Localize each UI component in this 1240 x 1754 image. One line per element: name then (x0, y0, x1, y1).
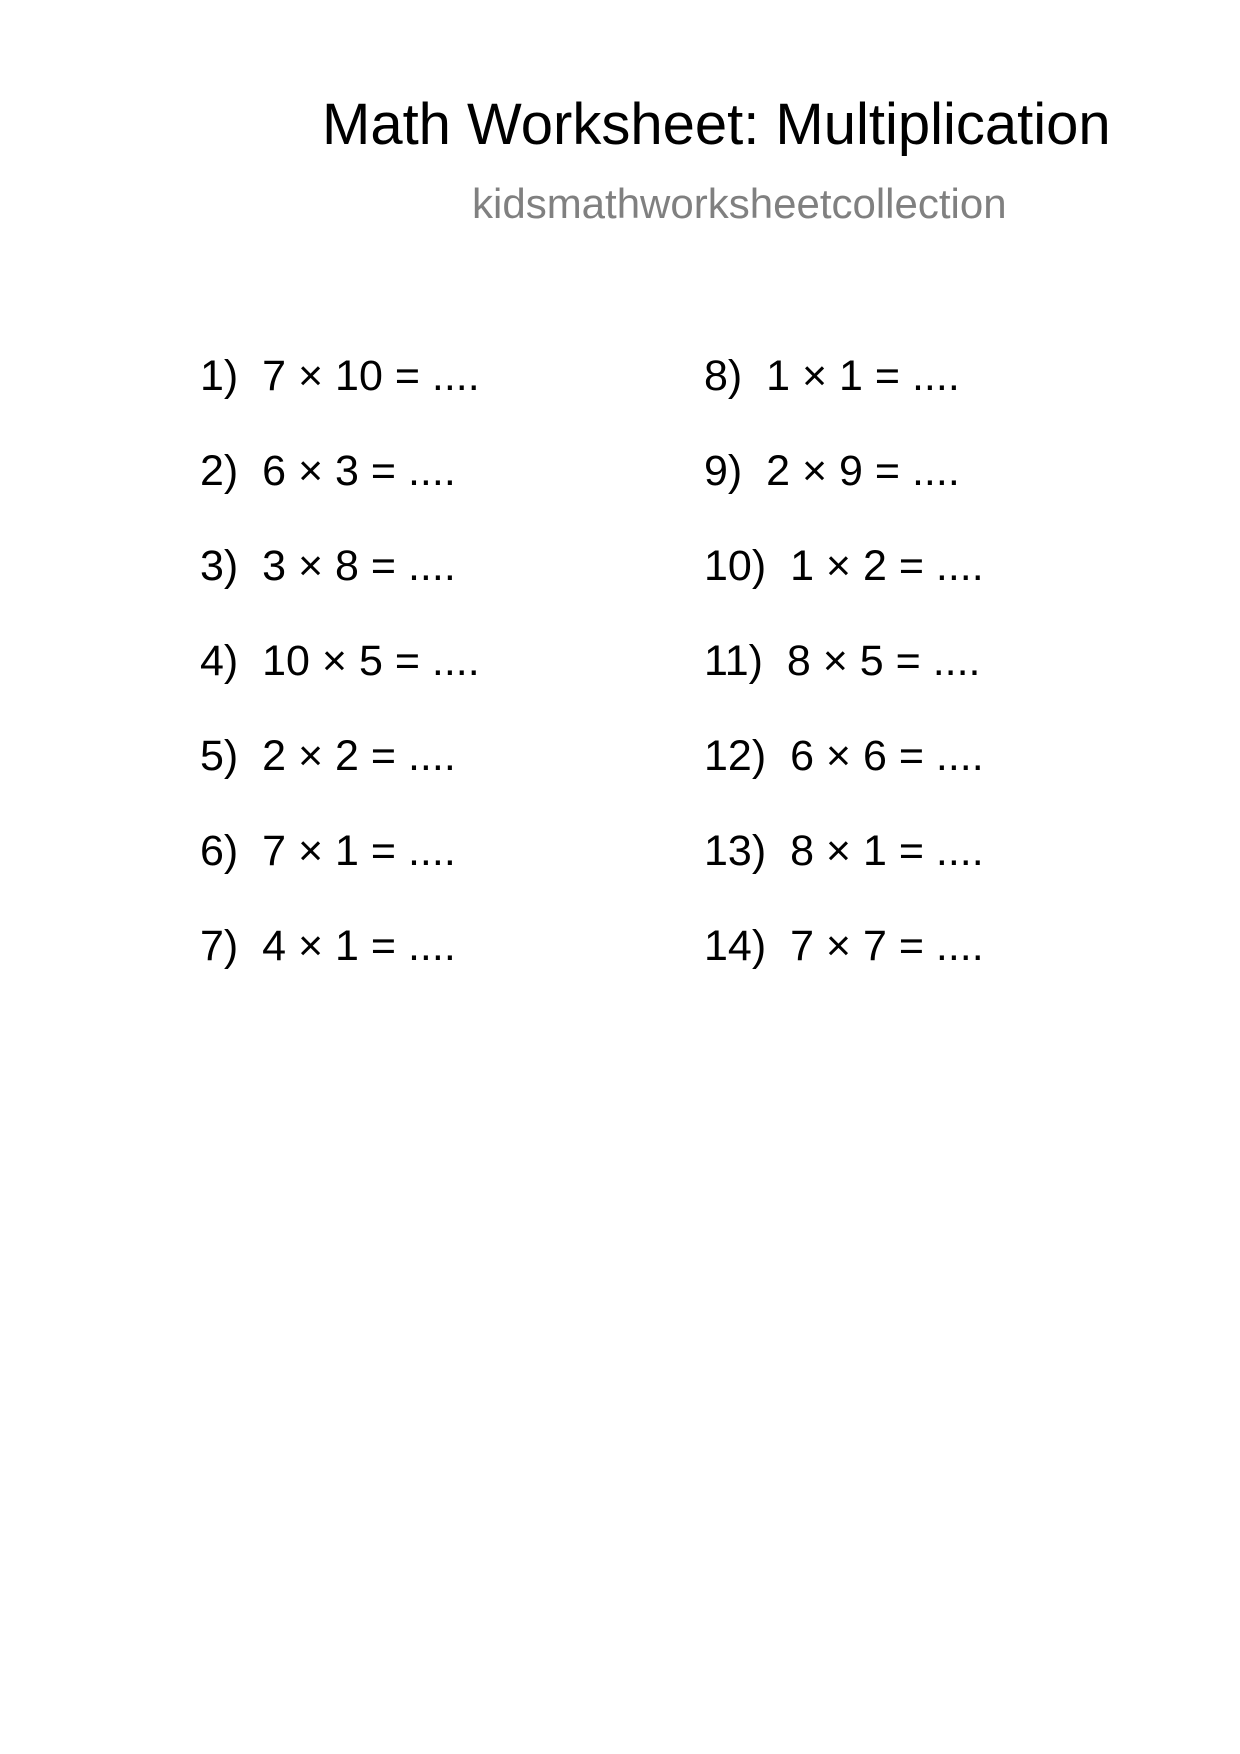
problem-8 (704, 352, 1164, 450)
problem-number: 5) (200, 732, 239, 780)
problem-12 (704, 732, 1164, 830)
problem-number: 6) (200, 827, 239, 875)
problem-5 (200, 732, 660, 830)
problem-expression: 2 × 2 = .... (262, 732, 456, 780)
problem-number: 11) (704, 637, 763, 685)
problem-expression: 6 × 6 = .... (790, 732, 984, 780)
problem-1 (200, 352, 660, 450)
problem-expression: 2 × 9 = .... (766, 447, 960, 495)
problem-number: 10) (704, 542, 767, 590)
page-subtitle: kidsmathworksheetcollection (472, 180, 1007, 227)
problem-4 (200, 637, 660, 735)
problem-column-left (200, 352, 660, 1020)
problem-6 (200, 827, 660, 925)
problem-number: 14) (704, 922, 767, 970)
problem-9 (704, 447, 1164, 545)
problem-number: 8) (704, 352, 743, 400)
problem-expression: 7 × 7 = .... (790, 922, 984, 970)
problem-number: 4) (200, 637, 239, 685)
problem-14 (704, 922, 1164, 1020)
problem-column-right (704, 352, 1164, 1020)
problem-expression: 8 × 1 = .... (790, 827, 984, 875)
problem-11 (704, 637, 1164, 735)
problem-expression: 1 × 1 = .... (766, 352, 960, 400)
problem-expression: 8 × 5 = .... (786, 637, 981, 685)
problem-number: 12) (704, 732, 767, 780)
problem-13 (704, 827, 1164, 925)
problem-expression: 10 × 5 = .... (262, 637, 480, 685)
problem-expression: 1 × 2 = .... (790, 542, 984, 590)
problem-expression: 3 × 8 = .... (262, 542, 456, 590)
problem-expression: 4 × 1 = .... (262, 922, 456, 970)
problem-expression: 7 × 10 = .... (262, 352, 480, 400)
problem-7 (200, 922, 660, 1020)
problem-number: 3) (200, 542, 239, 590)
problem-number: 1) (200, 352, 239, 400)
problem-3 (200, 542, 660, 640)
problem-10 (704, 542, 1164, 640)
problem-number: 9) (704, 447, 743, 495)
problem-expression: 7 × 1 = .... (262, 827, 456, 875)
page-title: Math Worksheet: Multiplication (322, 92, 1111, 157)
problem-number: 2) (200, 447, 239, 495)
problem-number: 7) (200, 922, 239, 970)
problem-2 (200, 447, 660, 545)
problem-number: 13) (704, 827, 767, 875)
problem-expression: 6 × 3 = .... (262, 447, 456, 495)
